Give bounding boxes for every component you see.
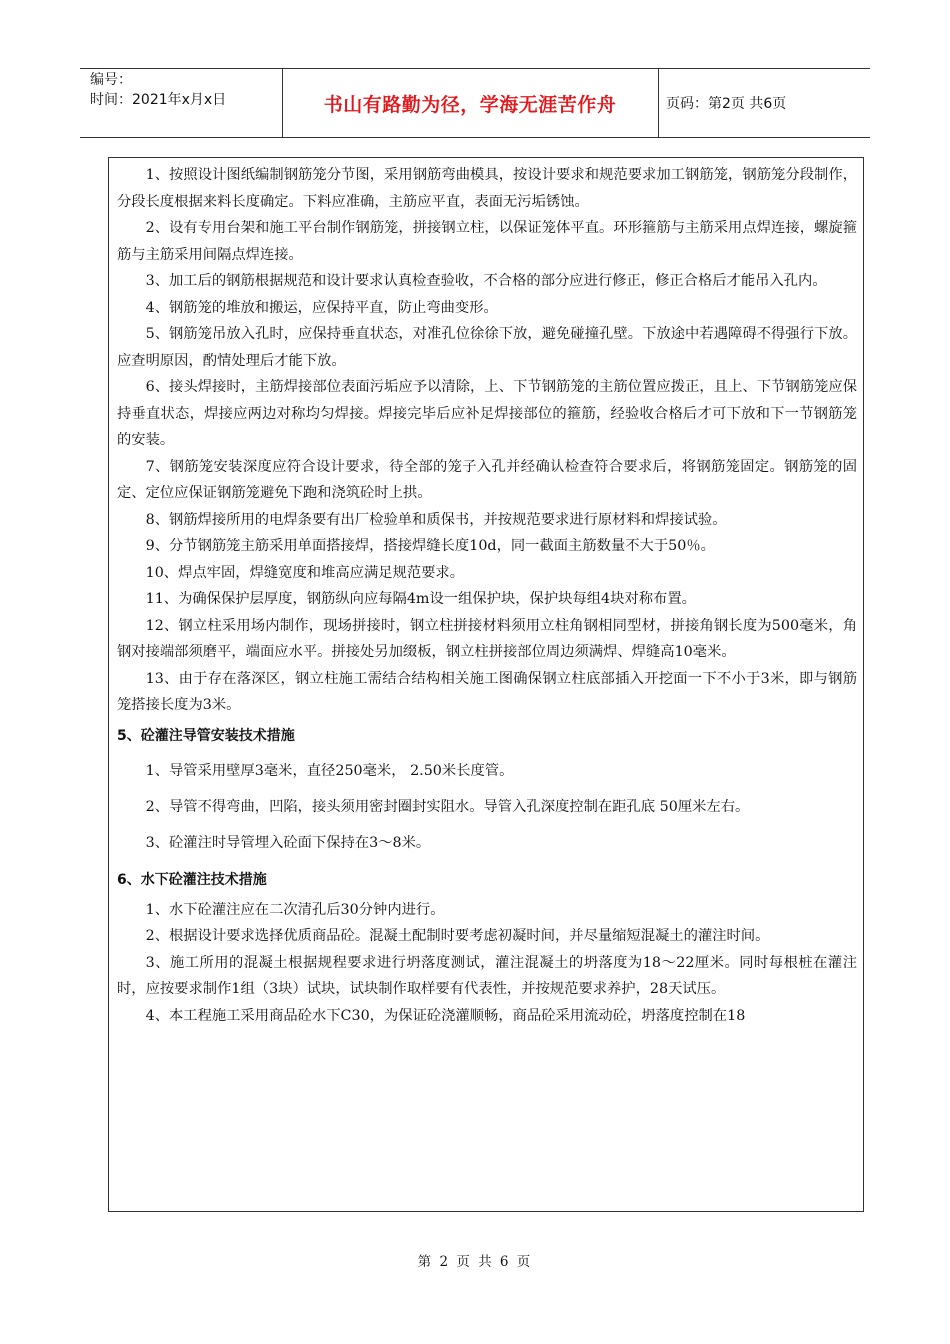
page-header <box>80 68 870 138</box>
paragraph: 2、导管不得弯曲，凹陷，接头须用密封圈封实阻水。导管入孔深度控制在距孔底 50厘米左右。 <box>145 798 750 815</box>
header-motto-cell <box>282 69 659 137</box>
number-label: 编号： <box>90 72 132 88</box>
paragraph: 6、接头焊接时，主筋焊接部位表面污垢应予以清除，上、下节钢筋笼的主筋位置应拨正，且上、下节钢筋笼应保持垂直状态，焊接应两边对称均匀焊接。焊接完毕后应补足焊接部位的箍筋，经验收合格后才可下放和下一节钢筋笼的安装。 <box>117 379 857 448</box>
section-heading: 5、砼灌注导管安装技术措施 <box>117 727 295 744</box>
paragraph: 9、分节钢筋笼主筋采用单面搭接焊，搭接焊缝长度10d，同一截面主筋数量不大于50％。 <box>145 538 715 554</box>
paragraph: 1、导管采用壁厚3毫米，直径250毫米， 2.50米长度管。 <box>145 762 514 779</box>
paragraph: 3、施工所用的混凝土根据规程要求进行坍落度测试，灌注混凝土的坍落度为18～22厘米。同时每根桩在灌注时，应按要求制作1组（3块）试块，试块制作取样要有代表性，并按规范要求养护，28天试压。 <box>117 954 857 997</box>
paragraph: 13、由于存在落深区，钢立柱施工需结合结构相关施工图确保钢立柱底部插入开挖面一下不小于3米，即与钢筋笼搭接长度为3米。 <box>117 670 857 713</box>
paragraph: 12、钢立柱采用场内制作，现场拼接时，钢立柱拼接材料须用立柱角钢相同型材，拼接角钢长度为500毫米，角钢对接端部须磨平，端面应水平。拼接处另加缀板，钢立柱拼接部位周边须满焊、焊缝高10毫米。 <box>117 617 857 660</box>
paragraph: 10、焊点牢固，焊缝宽度和堆高应满足规范要求。 <box>145 564 465 581</box>
paragraph: 8、钢筋焊接所用的电焊条要有出厂检验单和质保书，并按规范要求进行原材料和焊接试验。 <box>145 511 727 528</box>
paragraph: 7、钢筋笼安装深度应符合设计要求，待全部的笼子入孔并经确认检查符合要求后，将钢筋笼固定。钢筋笼的固定、定位应保证钢筋笼避免下跑和浇筑砼时上拱。 <box>117 458 857 501</box>
content-frame <box>108 157 864 1212</box>
paragraph: 2、设有专用台架和施工平台制作钢筋笼，拼接钢立柱，以保证笼体平直。环形箍筋与主筋采用点焊连接，螺旋箍筋与主筋采用间隔点焊连接。 <box>117 220 857 263</box>
paragraph: 11、为确保保护层厚度，钢筋纵向应每隔4m设一组保护块，保护块每组4块对称布置。 <box>145 591 696 607</box>
paragraph: 3、加工后的钢筋根据规范和设计要求认真检查验收，不合格的部分应进行修正，修正合格后才能吊入孔内。 <box>145 273 827 289</box>
paragraph: 5、钢筋笼吊放入孔时，应保持垂直状态，对准孔位徐徐下放，避免碰撞孔壁。下放途中若遇障碍不得强行下放。应查明原因，酌情处理后才能下放。 <box>117 326 857 369</box>
page-footer: 第 2 页 共 6 页 <box>417 1254 533 1270</box>
date-line: 时间：2021年x月x日 <box>90 92 227 108</box>
paragraph: 3、砼灌注时导管埋入砼面下保持在3～8米。 <box>145 834 431 851</box>
paragraph: 1、按照设计图纸编制钢筋笼分节图，采用钢筋弯曲模具，按设计要求和规范要求加工钢筋笼，钢筋笼分段制作，分段长度根据来料长度确定。下料应准确，主筋应平直，表面无污垢锈蚀。 <box>117 167 857 210</box>
body-text <box>117 162 857 1029</box>
paragraph: 4、本工程施工采用商品砼水下C30，为保证砼浇灌顺畅，商品砼采用流动砼，坍落度控制在18 <box>145 1007 746 1024</box>
section-heading: 6、水下砼灌注技术措施 <box>117 871 267 888</box>
paragraph: 2、根据设计要求选择优质商品砼。混凝土配制时要考虑初凝时间，并尽量缩短混凝土的灌注时间。 <box>145 928 770 944</box>
header-meta-cell <box>80 69 283 137</box>
header-page-cell <box>658 69 870 137</box>
page-code: 页码：第2页 共6页 <box>666 96 787 112</box>
paragraph: 1、水下砼灌注应在二次清孔后30分钟内进行。 <box>145 901 445 918</box>
paragraph: 4、钢筋笼的堆放和搬运，应保持平直，防止弯曲变形。 <box>145 299 498 316</box>
motto: 书山有路勤为径，学海无涯苦作舟 <box>323 93 617 116</box>
